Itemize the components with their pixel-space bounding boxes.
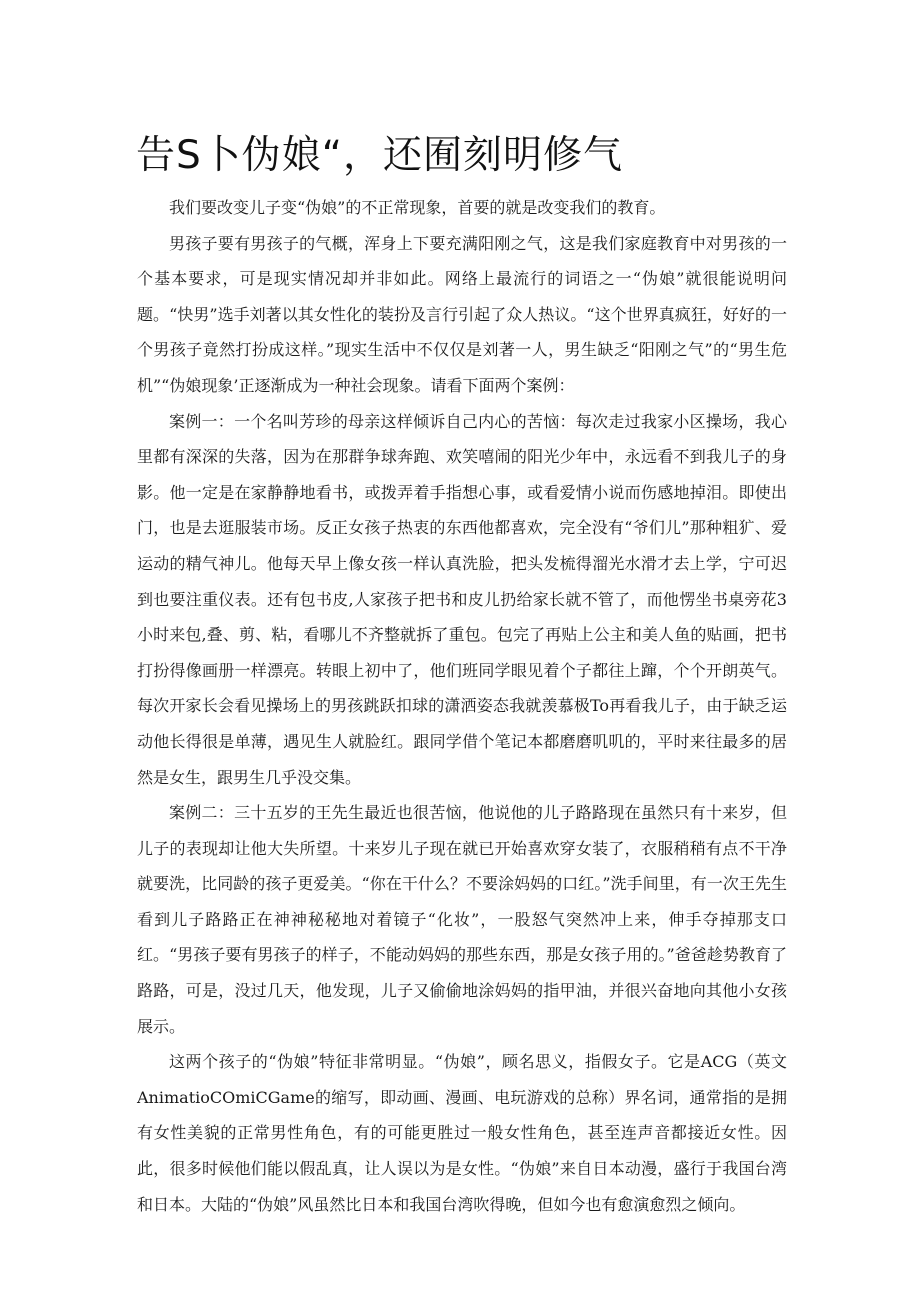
paragraph-case-two: 案例二：三十五岁的王先生最近也很苦恼，他说他的儿子路路现在虽然只有十来岁，但儿子的表现却让他大失所望。十来岁儿子现在就已开始喜欢穿女装了，衣服稍稍有点不干净就要洗，比同龄的孩子更爱美。“你在干什么？不要涂妈妈的口红。”洗手间里，有一次王先生看到儿子路路正在神神秘秘地对着镜子“化妆”，一股怒气突然冲上来，伸手夺掉那支口红。“男孩子要有男孩子的样子，不能动妈妈的那些东西，那是女孩子用的。”爸爸趁势教育了路路，可是，没过几天，他发现，儿子又偷偷地涂妈妈的指甲油，并很兴奋地向其他小女孩展示。 — [137, 803, 787, 1036]
document-body — [137, 190, 787, 1222]
paragraph-case-one: 案例一：一个名叫芳珍的母亲这样倾诉自己内心的苦恼：每次走过我家小区操场，我心里都有深深的失落，因为在那群争球奔跑、欢笑嘻闹的阳光少年中，永远看不到我儿子的身影。他一定是在家静静地看书，或拨弄着手指想心事，或看爱情小说而伤感地掉泪。即使出门，也是去逛服装市场。反正女孩子热衷的东西他都喜欢，完全没有“爷们儿”那种粗犷、爱运动的精气神儿。他每天早上像女孩一样认真洗脸，把头发梳得溜光水滑才去上学，宁可迟到也要注重仪表。还有包书皮,人家孩子把书和皮儿扔给家长就不管了，而他愣坐书桌旁花3小时来包,叠、剪、粘，看哪儿不齐整就拆了重包。包完了再贴上公主和美人鱼的贴画，把书打扮得像画册一样漂亮。转眼上初中了，他们班同学眼见着个子都往上蹿，个个开朗英气。每次开家长会看见操场上的男孩跳跃扣球的潇洒姿态我就羡慕极To再看我儿子，由于缺乏运动他长得很是单薄，遇见生人就脸红。跟同学借个笔记本都磨磨叽叽的，平时来往最多的居然是女生，跟男生几乎没交集。 — [137, 411, 787, 787]
paragraph-intro: 我们要改变儿子变“伪娘”的不正常现象，首要的就是改变我们的教育。 — [169, 198, 666, 217]
document-title: 告S卜伪娘“，还囿刻明修气 — [136, 133, 623, 178]
paragraph-background: 男孩子要有男孩子的气概，浑身上下要充满阳刚之气，这是我们家庭教育中对男孩的一个基本要求，可是现实情况却并非如此。网络上最流行的词语之一“伪娘”就很能说明问题。“快男”选手刘著以其女性化的装扮及言行引起了众人热议。“这个世界真疯狂，好好的一个男孩子竟然打扮成这样。”现实生活中不仅仅是刘著一人，男生缺乏“阳刚之气”的“男生危机”“伪娘现象’正逐渐成为一种社会现象。请看下面两个案例： — [137, 233, 787, 395]
paragraph-definition: 这两个孩子的“伪娘”特征非常明显。“伪娘”，顾名思义，指假女子。它是ACG（英文AnimatioCOmiCGame的缩写，即动画、漫画、电玩游戏的总称）界名词，通常指的是拥有女性美貌的正常男性角色，有的可能更胜过一般女性角色，甚至连声音都接近女性。因此，很多时候他们能以假乱真，让人误以为是女性。“伪娘”来自日本动漫，盛行于我国台湾和日本。大陆的“伪娘”风虽然比日本和我国台湾吹得晚，但如今也有愈演愈烈之倾向。 — [137, 1052, 787, 1214]
